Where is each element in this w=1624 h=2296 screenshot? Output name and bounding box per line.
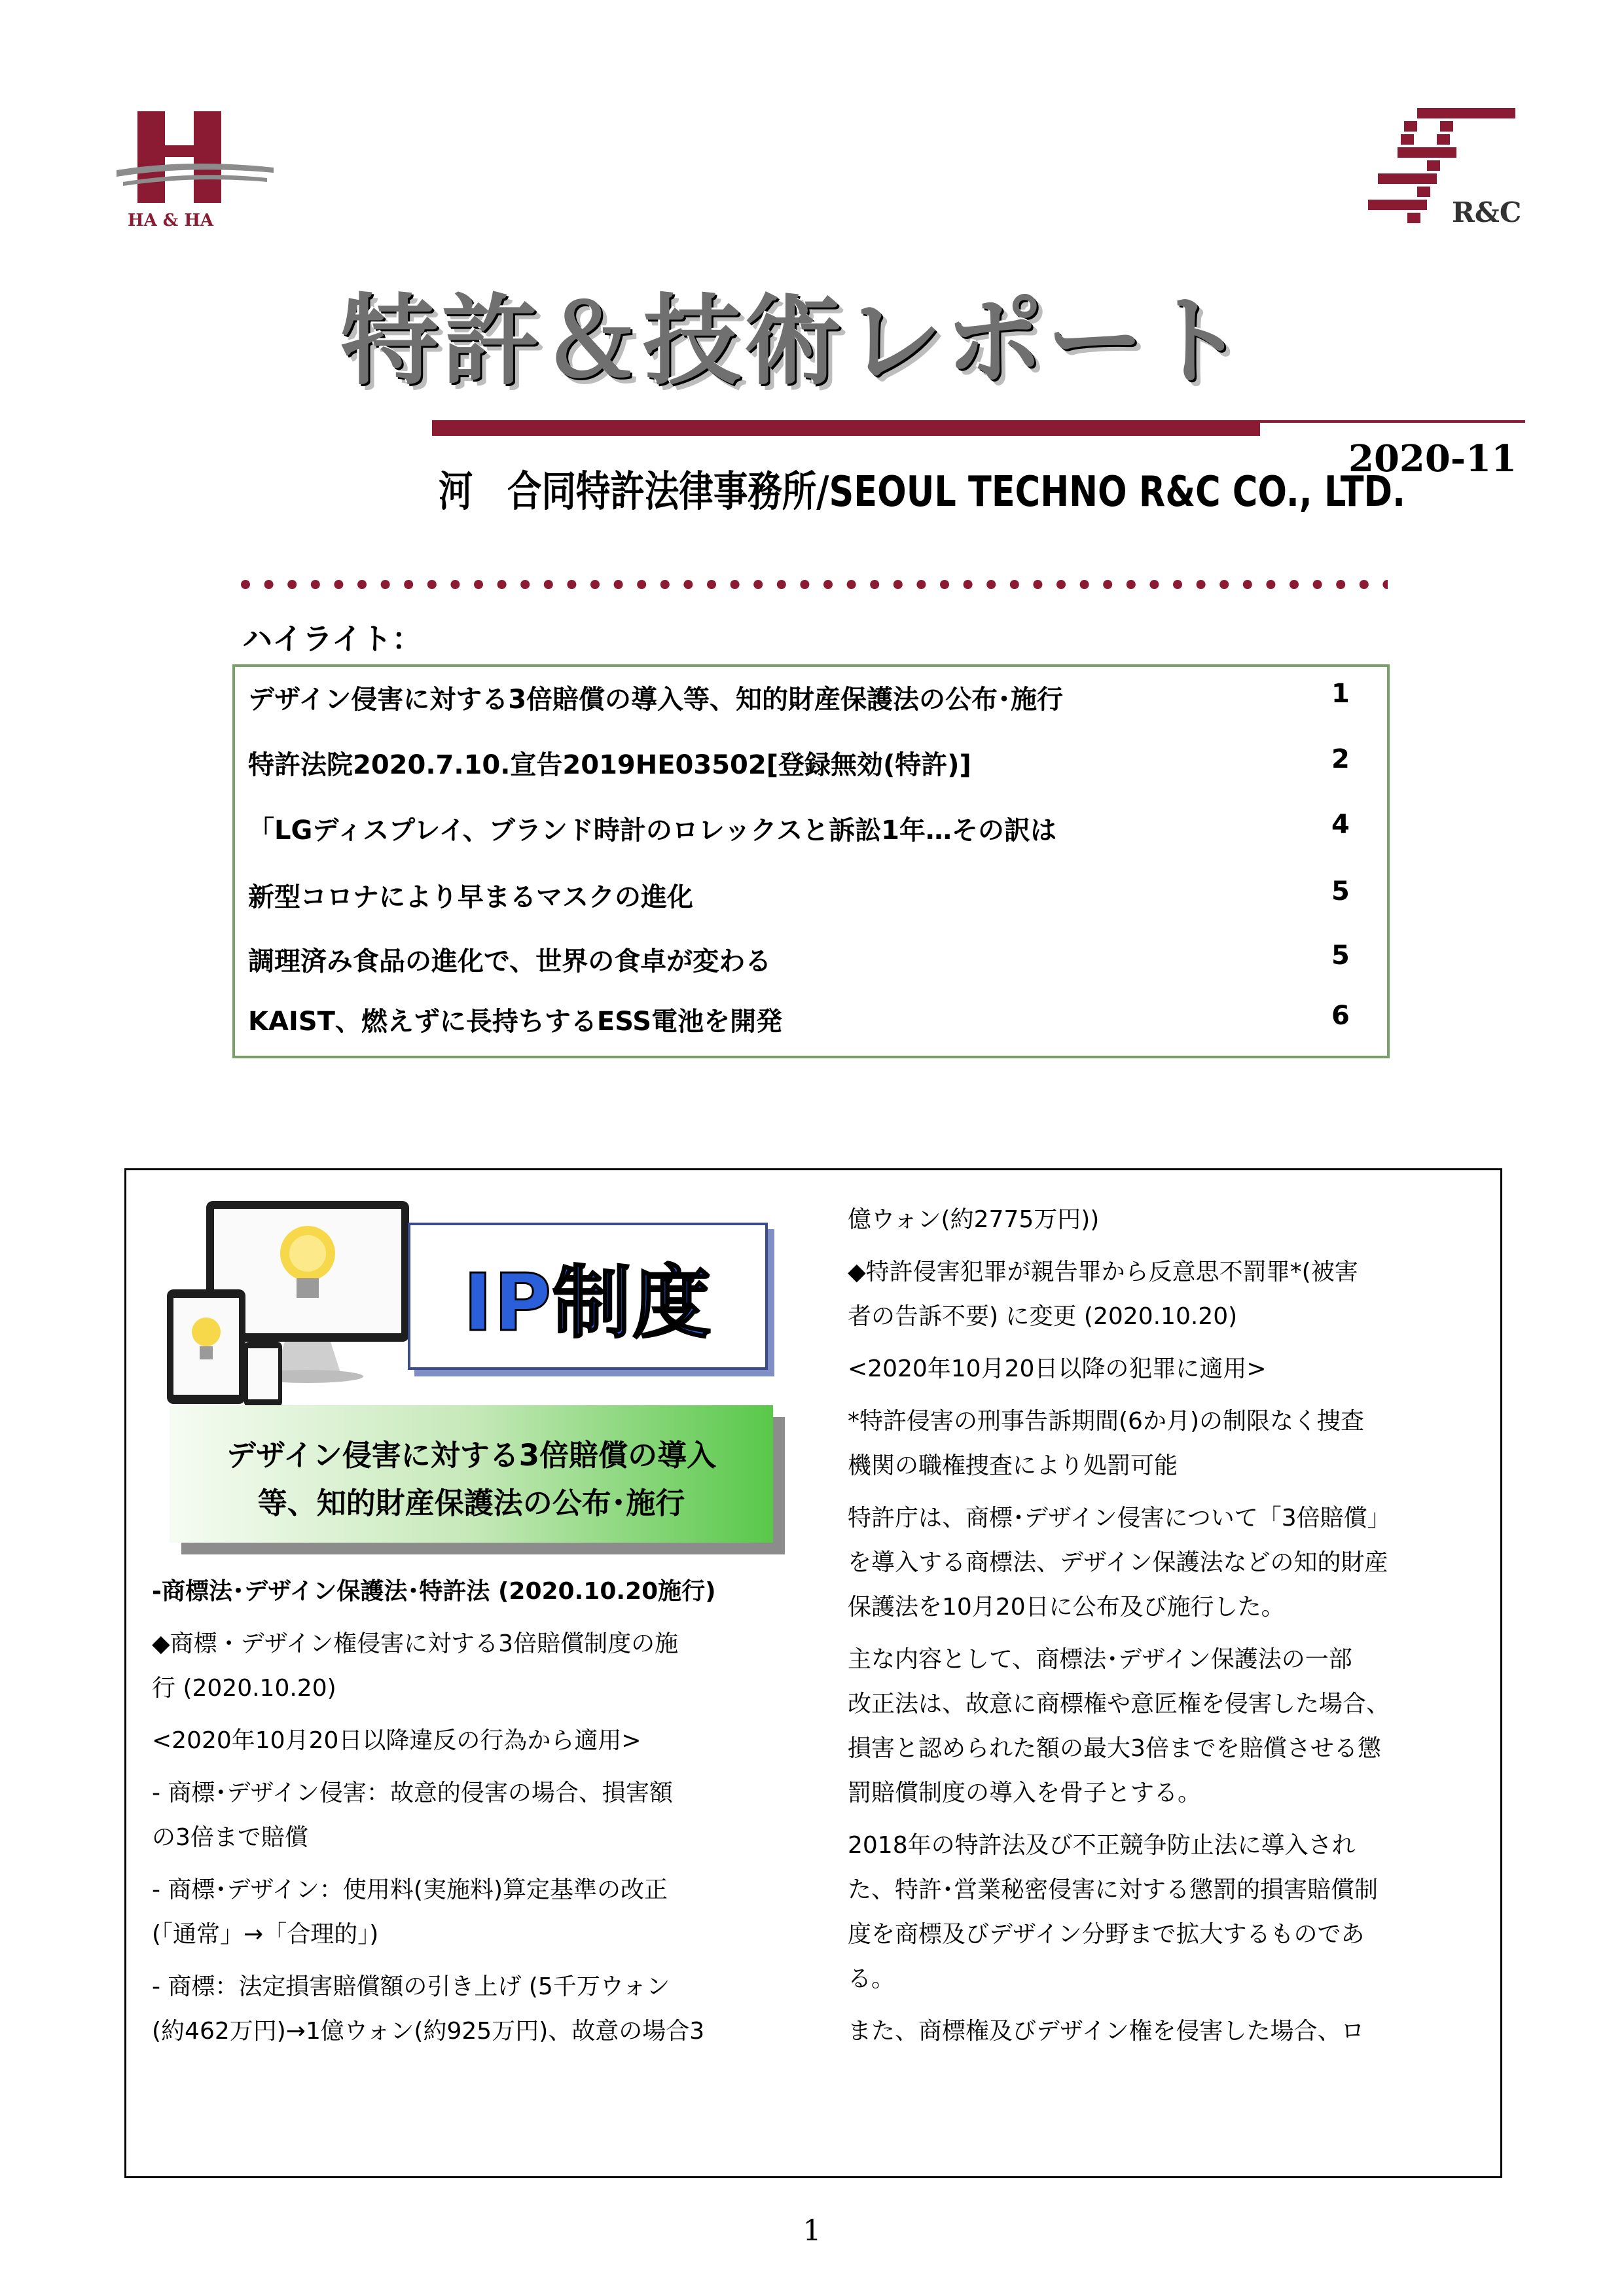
divider-dot bbox=[311, 580, 320, 589]
toc-title: KAIST、燃えずに長持ちするESS電池を開発 bbox=[248, 1007, 783, 1037]
divider-dot bbox=[777, 580, 786, 589]
toc-row[interactable] bbox=[235, 810, 1387, 869]
divider-dot bbox=[1243, 580, 1252, 589]
body-line: ◆商標・デザイン権侵害に対する3倍賠償制度の施 bbox=[152, 1630, 679, 1657]
body-line: 改正法は、故意に商標権や意匠権を侵害した場合、 bbox=[848, 1691, 1390, 1717]
body-line: (約462万円)→1億ウォン(約925万円)、故意の場合3 bbox=[152, 2018, 705, 2045]
toc-page: 1 bbox=[1331, 679, 1350, 709]
divider-dot bbox=[381, 580, 390, 589]
body-line: 行 (2020.10.20) bbox=[152, 1675, 336, 1702]
body-line: また、商標権及びデザイン権を侵害した場合、ロ bbox=[848, 2018, 1365, 2045]
divider-dot bbox=[1219, 580, 1229, 589]
divider-dot bbox=[1010, 580, 1019, 589]
highlights-label: ハイライト： bbox=[242, 621, 422, 656]
body-line: <2020年10月20日以降違反の行為から適用> bbox=[152, 1727, 641, 1754]
divider-dot bbox=[264, 580, 274, 589]
headline-line: 等、知的財産保護法の公布･施行 bbox=[257, 1486, 685, 1520]
divider-dot bbox=[753, 580, 763, 589]
divider-dot bbox=[1103, 580, 1112, 589]
divider-dot bbox=[334, 580, 343, 589]
toc-row[interactable] bbox=[235, 876, 1387, 935]
law-subheading: -商標法･デザイン保護法･特許法 (2020.10.20施行) bbox=[152, 1578, 716, 1605]
dotted-divider bbox=[239, 575, 1388, 594]
firm-name: 河 合同特許法律事務所/SEOUL TECHNO R&C CO., LTD. bbox=[439, 468, 1406, 516]
divider-dot bbox=[1197, 580, 1206, 589]
page-number: 1 bbox=[803, 2214, 821, 2248]
title-underline-thin bbox=[1260, 420, 1525, 423]
body-line: 損害と認められた額の最大3倍までを賠償させる懲 bbox=[848, 1735, 1381, 1762]
divider-dot bbox=[823, 580, 833, 589]
body-line: 億ウォン(約2775万円)) bbox=[848, 1206, 1100, 1233]
divider-dot bbox=[450, 580, 460, 589]
divider-dot bbox=[986, 580, 996, 589]
divider-dot bbox=[1149, 580, 1159, 589]
divider-dot bbox=[1360, 580, 1369, 589]
toc-title: 新型コロナにより早まるマスクの進化 bbox=[248, 882, 693, 912]
toc-title: デザイン侵害に対する3倍賠償の導入等、知的財産保護法の公布･施行 bbox=[248, 685, 1064, 715]
divider-dot bbox=[731, 580, 740, 589]
divider-dot bbox=[1127, 580, 1136, 589]
toc-title: 調理済み食品の進化で、世界の食卓が変わる bbox=[248, 946, 772, 977]
divider-dot bbox=[520, 580, 530, 589]
body-line: <2020年10月20日以降の犯罪に適用> bbox=[848, 1355, 1267, 1382]
body-line: ◆特許侵害犯罪が親告罪から反意思不罰罪*(被害 bbox=[848, 1259, 1358, 1285]
toc-row[interactable] bbox=[235, 941, 1387, 999]
divider-dot bbox=[1313, 580, 1322, 589]
divider-dot bbox=[1033, 580, 1042, 589]
divider-dot bbox=[1056, 580, 1066, 589]
divider-dot bbox=[357, 580, 367, 589]
headline-banner bbox=[170, 1405, 773, 1543]
divider-dot bbox=[660, 580, 670, 589]
divider-dot bbox=[474, 580, 483, 589]
toc-title: 特許法院2020.7.10.宣告2019HE03502[登録無効(特許)] bbox=[248, 750, 971, 780]
divider-dot bbox=[614, 580, 623, 589]
divider-dot bbox=[404, 580, 413, 589]
divider-dot bbox=[1336, 580, 1345, 589]
highlights-box bbox=[232, 664, 1390, 1058]
body-line: た、特許･営業秘密侵害に対する懲罰的損害賠償制 bbox=[848, 1876, 1379, 1903]
body-line: 罰賠償制度の導入を骨子とする。 bbox=[848, 1780, 1202, 1806]
article-left-column bbox=[152, 1570, 780, 2054]
body-line: 特許庁は、商標･デザイン侵害について「3倍賠償」 bbox=[848, 1505, 1391, 1532]
divider-dot bbox=[1266, 580, 1275, 589]
divider-dot bbox=[940, 580, 949, 589]
title-underline bbox=[432, 420, 1260, 436]
toc-page: 5 bbox=[1331, 876, 1350, 906]
body-line: - 商標･デザイン：使用料(実施料)算定基準の改正 bbox=[152, 1876, 668, 1903]
headline-line: デザイン侵害に対する3倍賠償の導入 bbox=[226, 1438, 717, 1473]
divider-dot bbox=[683, 580, 693, 589]
ip-category-title: IP制度 bbox=[463, 1257, 713, 1349]
report-title: 特許＆技術レポート bbox=[340, 285, 1248, 399]
divider-dot bbox=[847, 580, 856, 589]
divider-dot bbox=[427, 580, 437, 589]
divider-dot bbox=[1080, 580, 1089, 589]
devices-lightbulb-illustration bbox=[167, 1201, 416, 1417]
divider-dot bbox=[567, 580, 576, 589]
divider-dot bbox=[800, 580, 809, 589]
toc-title: 「LGディスプレイ、ブランド時計のロレックスと訴訟1年…その訳は bbox=[248, 816, 1056, 846]
issue-number: 2020-11 bbox=[1348, 437, 1517, 480]
divider-dot bbox=[893, 580, 903, 589]
body-line: - 商標：法定損害賠償額の引き上げ (5千万ウォン bbox=[152, 1973, 670, 2000]
body-line: 主な内容として、商標法･デザイン保護法の一部 bbox=[848, 1646, 1352, 1673]
divider-dot bbox=[1382, 580, 1388, 589]
body-line: - 商標･デザイン侵害：故意的侵害の場合、損害額 bbox=[152, 1780, 673, 1806]
divider-dot bbox=[241, 580, 250, 589]
body-line: 2018年の特許法及び不正競争防止法に導入され bbox=[848, 1832, 1356, 1859]
divider-dot bbox=[1173, 580, 1182, 589]
toc-page: 6 bbox=[1331, 1001, 1350, 1031]
toc-row[interactable] bbox=[235, 744, 1387, 803]
toc-page: 2 bbox=[1331, 744, 1350, 774]
divider-dot bbox=[590, 580, 600, 589]
body-line: 者の告訴不要) に変更 (2020.10.20) bbox=[848, 1303, 1238, 1330]
rc-caption: R&C bbox=[1452, 196, 1522, 228]
divider-dot bbox=[964, 580, 973, 589]
ip-category-box bbox=[408, 1223, 768, 1370]
body-line: 機関の職権捜査により処罰可能 bbox=[848, 1452, 1178, 1479]
divider-dot bbox=[497, 580, 507, 589]
article-right-column bbox=[848, 1198, 1476, 2054]
divider-dot bbox=[287, 580, 297, 589]
divider-dot bbox=[870, 580, 879, 589]
divider-dot bbox=[916, 580, 926, 589]
divider-dot bbox=[544, 580, 553, 589]
toc-page: 4 bbox=[1331, 810, 1350, 840]
body-line: (「通常」→「合理的」) bbox=[152, 1921, 379, 1948]
ha-and-ha-caption: HA & HA bbox=[128, 211, 214, 230]
divider-dot bbox=[1290, 580, 1299, 589]
body-line: 度を商標及びデザイン分野まで拡大するものであ bbox=[848, 1921, 1365, 1948]
toc-row[interactable] bbox=[235, 679, 1387, 738]
body-line: 保護法を10月20日に公布及び施行した。 bbox=[848, 1594, 1285, 1621]
body-line: の3倍まで賠償 bbox=[152, 1824, 308, 1851]
body-line: *特許侵害の刑事告訴期間(6か月)の制限なく捜査 bbox=[848, 1408, 1364, 1435]
body-line: る。 bbox=[848, 1965, 895, 1992]
toc-page: 5 bbox=[1331, 941, 1350, 971]
divider-dot bbox=[637, 580, 646, 589]
toc-row[interactable] bbox=[235, 1001, 1387, 1060]
body-line: を導入する商標法、デザイン保護法などの知的財産 bbox=[848, 1549, 1388, 1576]
divider-dot bbox=[707, 580, 716, 589]
